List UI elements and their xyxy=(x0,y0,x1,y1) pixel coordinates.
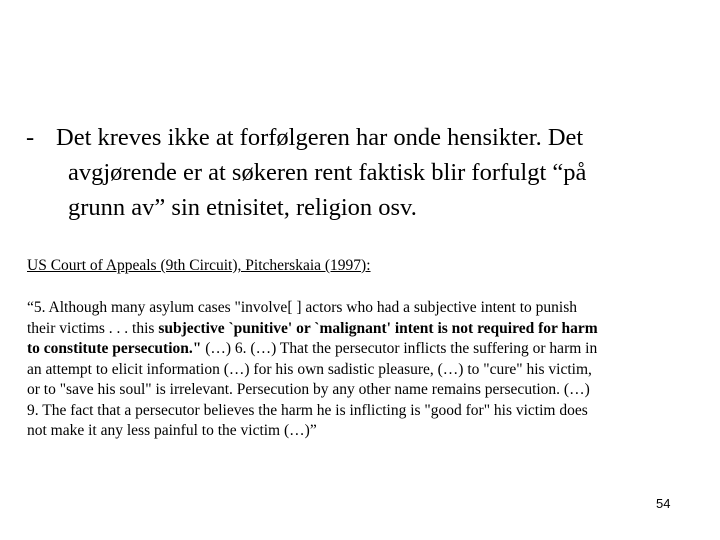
quote-line-6: 9. The fact that a persecutor believes the harm he is inflicting is "good for" his victim does xyxy=(27,401,588,419)
quote-emphasis-2: to constitute persecution." xyxy=(27,340,202,357)
quote-line-4: an attempt to elicit information (…) for his own sadistic pleasure, (…) to "cure" his victim, xyxy=(27,360,592,378)
quote-line-2 xyxy=(27,319,707,340)
quote-emphasis-1: subjective `punitive' or `malignant' intent is not required for harm xyxy=(158,319,598,337)
bullet-line-2: avgjørende er at søkeren rent faktisk blir forfulgt “på xyxy=(68,159,587,186)
bullet-line-3: grunn av” sin etnisitet, religion osv. xyxy=(68,194,417,221)
bullet-line-1: Det kreves ikke at forfølgeren har onde hensikter. Det xyxy=(56,124,584,151)
quote-line-1: “5. Although many asylum cases "involve[ ] actors who had a subjective intent to punish xyxy=(27,299,578,316)
quote-line-2-text: their victims . . . this xyxy=(27,319,159,337)
quote-line-3 xyxy=(27,339,707,360)
case-citation: US Court of Appeals (9th Circuit), Pitcherskaia (1997): xyxy=(27,257,371,274)
bullet-marker: - xyxy=(26,124,35,151)
bullet-point xyxy=(26,120,706,225)
quote-line-3-text: (…) 6. (…) That the persecutor inflicts the suffering or harm in xyxy=(201,340,598,357)
quote-line-7: not make it any less painful to the victim (…)” xyxy=(27,422,317,439)
court-quote xyxy=(27,298,707,442)
quote-line-5: or to "save his soul" is irrelevant. Persecution by any other name remains persecution. (…) xyxy=(27,381,590,398)
bullet-text xyxy=(56,120,706,225)
page-number: 54 xyxy=(656,496,671,511)
